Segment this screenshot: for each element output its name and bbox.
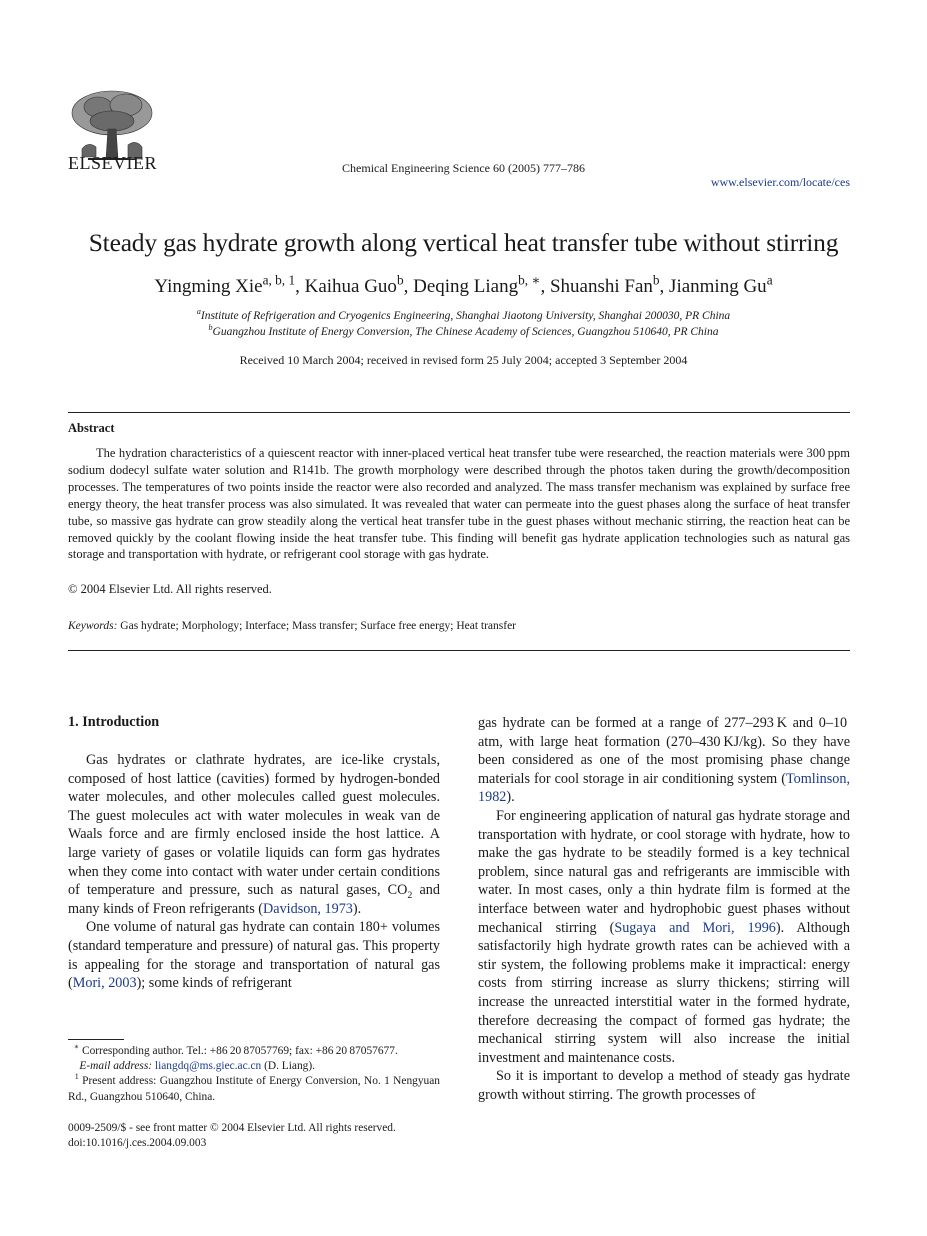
citation-link[interactable]: Davidson, 1973 xyxy=(263,900,353,917)
author-name: Shuanshi Fan xyxy=(549,276,653,297)
subscript: 2 xyxy=(407,889,413,901)
abstract-copyright: © 2004 Elsevier Ltd. All rights reserved. xyxy=(68,582,272,596)
footnote-present-address xyxy=(68,1073,440,1105)
issn-line: 0009-2509/$ - see front matter © 2004 Elsevier Ltd. All rights reserved. xyxy=(68,1122,396,1134)
right-column xyxy=(478,714,850,1104)
affiliation-mark: a xyxy=(196,307,201,317)
author-list: Yingming Xie$^{a, b, 1}$, Kaihua Guo$^b$, Deqing Liang$^{b, ∗}$, Shuanshi Fan$^b$, Jianming Gu$^a$ xyxy=(154,272,773,297)
abstract-text: The hydration characteristics of a quiescent reactor with inner-placed vertical heat transfer tube were researched, the reaction materials were 300 ppm sodium dodecyl sulfate water solution and R141b. The growth morphology were described through the photos taken during the growth/decomposition processes. The temperatures of two points inside the reactor were also recorded and analyzed. The mass transfer mechanism was explained by surface free energy theory, the heat transfer process was also simulated. It was revealed that water can permeate into the guest phases along the surface of heat transfer tube, so massive gas hydrate can grow steadily along the vertical heat transfer tube in the guest phases without mechanic stirring, the reaction heat can be removed quickly by the coolant flowing inside the heat transfer tube. This finding will benefit gas hydrate application technologies such as natural gas storage and transportation with hydrate, or refrigerant cool storage with gas hydrate. xyxy=(68,446,850,562)
citation-link[interactable]: Mori, 2003 xyxy=(72,975,137,992)
citation-link[interactable]: Sugaya and Mori, 1996 xyxy=(614,919,776,936)
author-affil-mark: b, ∗ xyxy=(518,272,541,288)
paragraph xyxy=(478,807,850,1067)
text-run: gas hydrate can be formed at a range of 277–293 K and 0–10 atm, with large heat formation (270–430 KJ/kg). So they have been considered as one of the most promising phase change materials for cool storage in air conditioning system ( xyxy=(478,715,850,787)
divider xyxy=(68,650,850,651)
footnote-text: Corresponding author. Tel.: +86 20 87057769; fax: +86 20 87057677. xyxy=(79,1045,398,1057)
footnote-corresponding xyxy=(68,1043,448,1059)
affiliation-b xyxy=(0,323,927,338)
author-name: Jianming Gu xyxy=(669,276,767,297)
keywords xyxy=(68,620,516,632)
article-title: Steady gas hydrate growth along vertical heat transfer tube without stirring xyxy=(88,228,839,257)
author-affil-mark: a xyxy=(766,272,773,288)
text-run: For engineering application of natural gas hydrate storage and transportation with hydrate, or cool storage with hydrate, how to make the gas hydrate to be steadily formed is a key technical problem, since natural gas and refrigerants are immiscible with water. In most cases, only a thin hydrate film is formed at the interface between water and hydrophobic guest phases without mechanical stirring ( xyxy=(478,807,850,936)
footnote-text: (D. Liang). xyxy=(261,1060,316,1072)
text-run: ). xyxy=(506,789,515,806)
journal-reference: Chemical Engineering Science 60 (2005) 777–786 xyxy=(342,161,585,175)
publisher-logo-text: ELSEVIER xyxy=(68,153,157,173)
affiliation-a xyxy=(0,307,927,322)
abstract-heading: Abstract xyxy=(68,421,115,435)
paragraph xyxy=(68,918,440,992)
doi-line: doi:10.1016/j.ces.2004.09.003 xyxy=(68,1137,207,1149)
footnote-email xyxy=(68,1058,448,1074)
author-name: Yingming Xie xyxy=(154,276,263,297)
author-affil-mark: a, b, 1 xyxy=(262,272,296,288)
affiliation-text: Institute of Refrigeration and Cryogenics Engineering, Shanghai Jiaotong University, Shanghai 200030, PR China xyxy=(200,310,731,322)
text-run: One volume of natural gas hydrate can contain 180+ volumes (standard temperature and pressure) of natural gas. This property is appealing for the storage and transportation of natural gas ( xyxy=(68,919,440,992)
text-run: Gas hydrates or clathrate hydrates, are ice-like crystals, composed of host lattice (cavities) formed by hydrogen-bonded water molecules, and other molecules called guest molecules. The guest molecules act with water molecules in weak van de Waals force and are firmly enclosed inside the host lattice. A large variety of gases or volatile liquids can form gas hydrates when they come into contact with water under certain conditions of temperature and pressure, such as natural gases, CO xyxy=(68,752,440,899)
keywords-list: Gas hydrate; Morphology; Interface; Mass transfer; Surface free energy; Heat transfer xyxy=(120,620,517,632)
paragraph xyxy=(478,714,850,807)
footnote-mark: ∗ xyxy=(73,1042,80,1052)
text-run: and many kinds of Freon refrigerants ( xyxy=(68,882,440,917)
author-name: Kaihua Guo xyxy=(304,276,397,297)
paragraph: So it is important to develop a method of steady gas hydrate growth without stirring. The growth processes of xyxy=(478,1068,850,1103)
author-affil-mark: b xyxy=(652,272,660,288)
text-run: ); some kinds of refrigerant xyxy=(136,975,292,992)
text-run: ). Although satisfactorily high hydrate growth rates can be achieved with a stir system, the following problems make it impractical: energy costs from stirring increase as slurry thickens; stirring will increase the unreacted interstitial water in the formed hydrate, therefore decreasing the compact of formed gas hydrate; the mechanical stirring system will also increase the initial investment and maintenance costs. xyxy=(478,919,850,1066)
paragraph xyxy=(68,751,440,918)
footnote-text: Present address: Guangzhou Institute of Energy Conversion, No. 1 Nengyuan Rd., Guangzhou 510640, China. xyxy=(68,1075,440,1103)
author-affil-mark: b xyxy=(396,272,404,288)
citation-link[interactable]: Tomlinson, 1982 xyxy=(478,770,850,806)
text-run: ). xyxy=(352,900,362,917)
author-name: Deqing Liang xyxy=(413,276,519,297)
email-link[interactable]: liangdq@ms.giec.ac.cn xyxy=(154,1060,262,1072)
received-dates: Received 10 March 2004; received in revised form 25 July 2004; accepted 3 September 2004 xyxy=(239,353,688,367)
affiliation-mark: b xyxy=(208,323,213,333)
section-heading: 1. Introduction xyxy=(68,714,160,730)
affiliation-text: Guangzhou Institute of Energy Conversion, The Chinese Academy of Sciences, Guangzhou 510640, PR China xyxy=(212,326,719,338)
divider xyxy=(68,412,850,413)
footnote-mark: 1 xyxy=(74,1072,79,1082)
left-column xyxy=(68,751,440,993)
email-label: E-mail address: xyxy=(79,1060,153,1072)
keywords-label: Keywords: xyxy=(68,620,118,632)
journal-url-link[interactable]: www.elsevier.com/locate/ces xyxy=(710,175,850,189)
footnote-rule xyxy=(68,1039,124,1040)
